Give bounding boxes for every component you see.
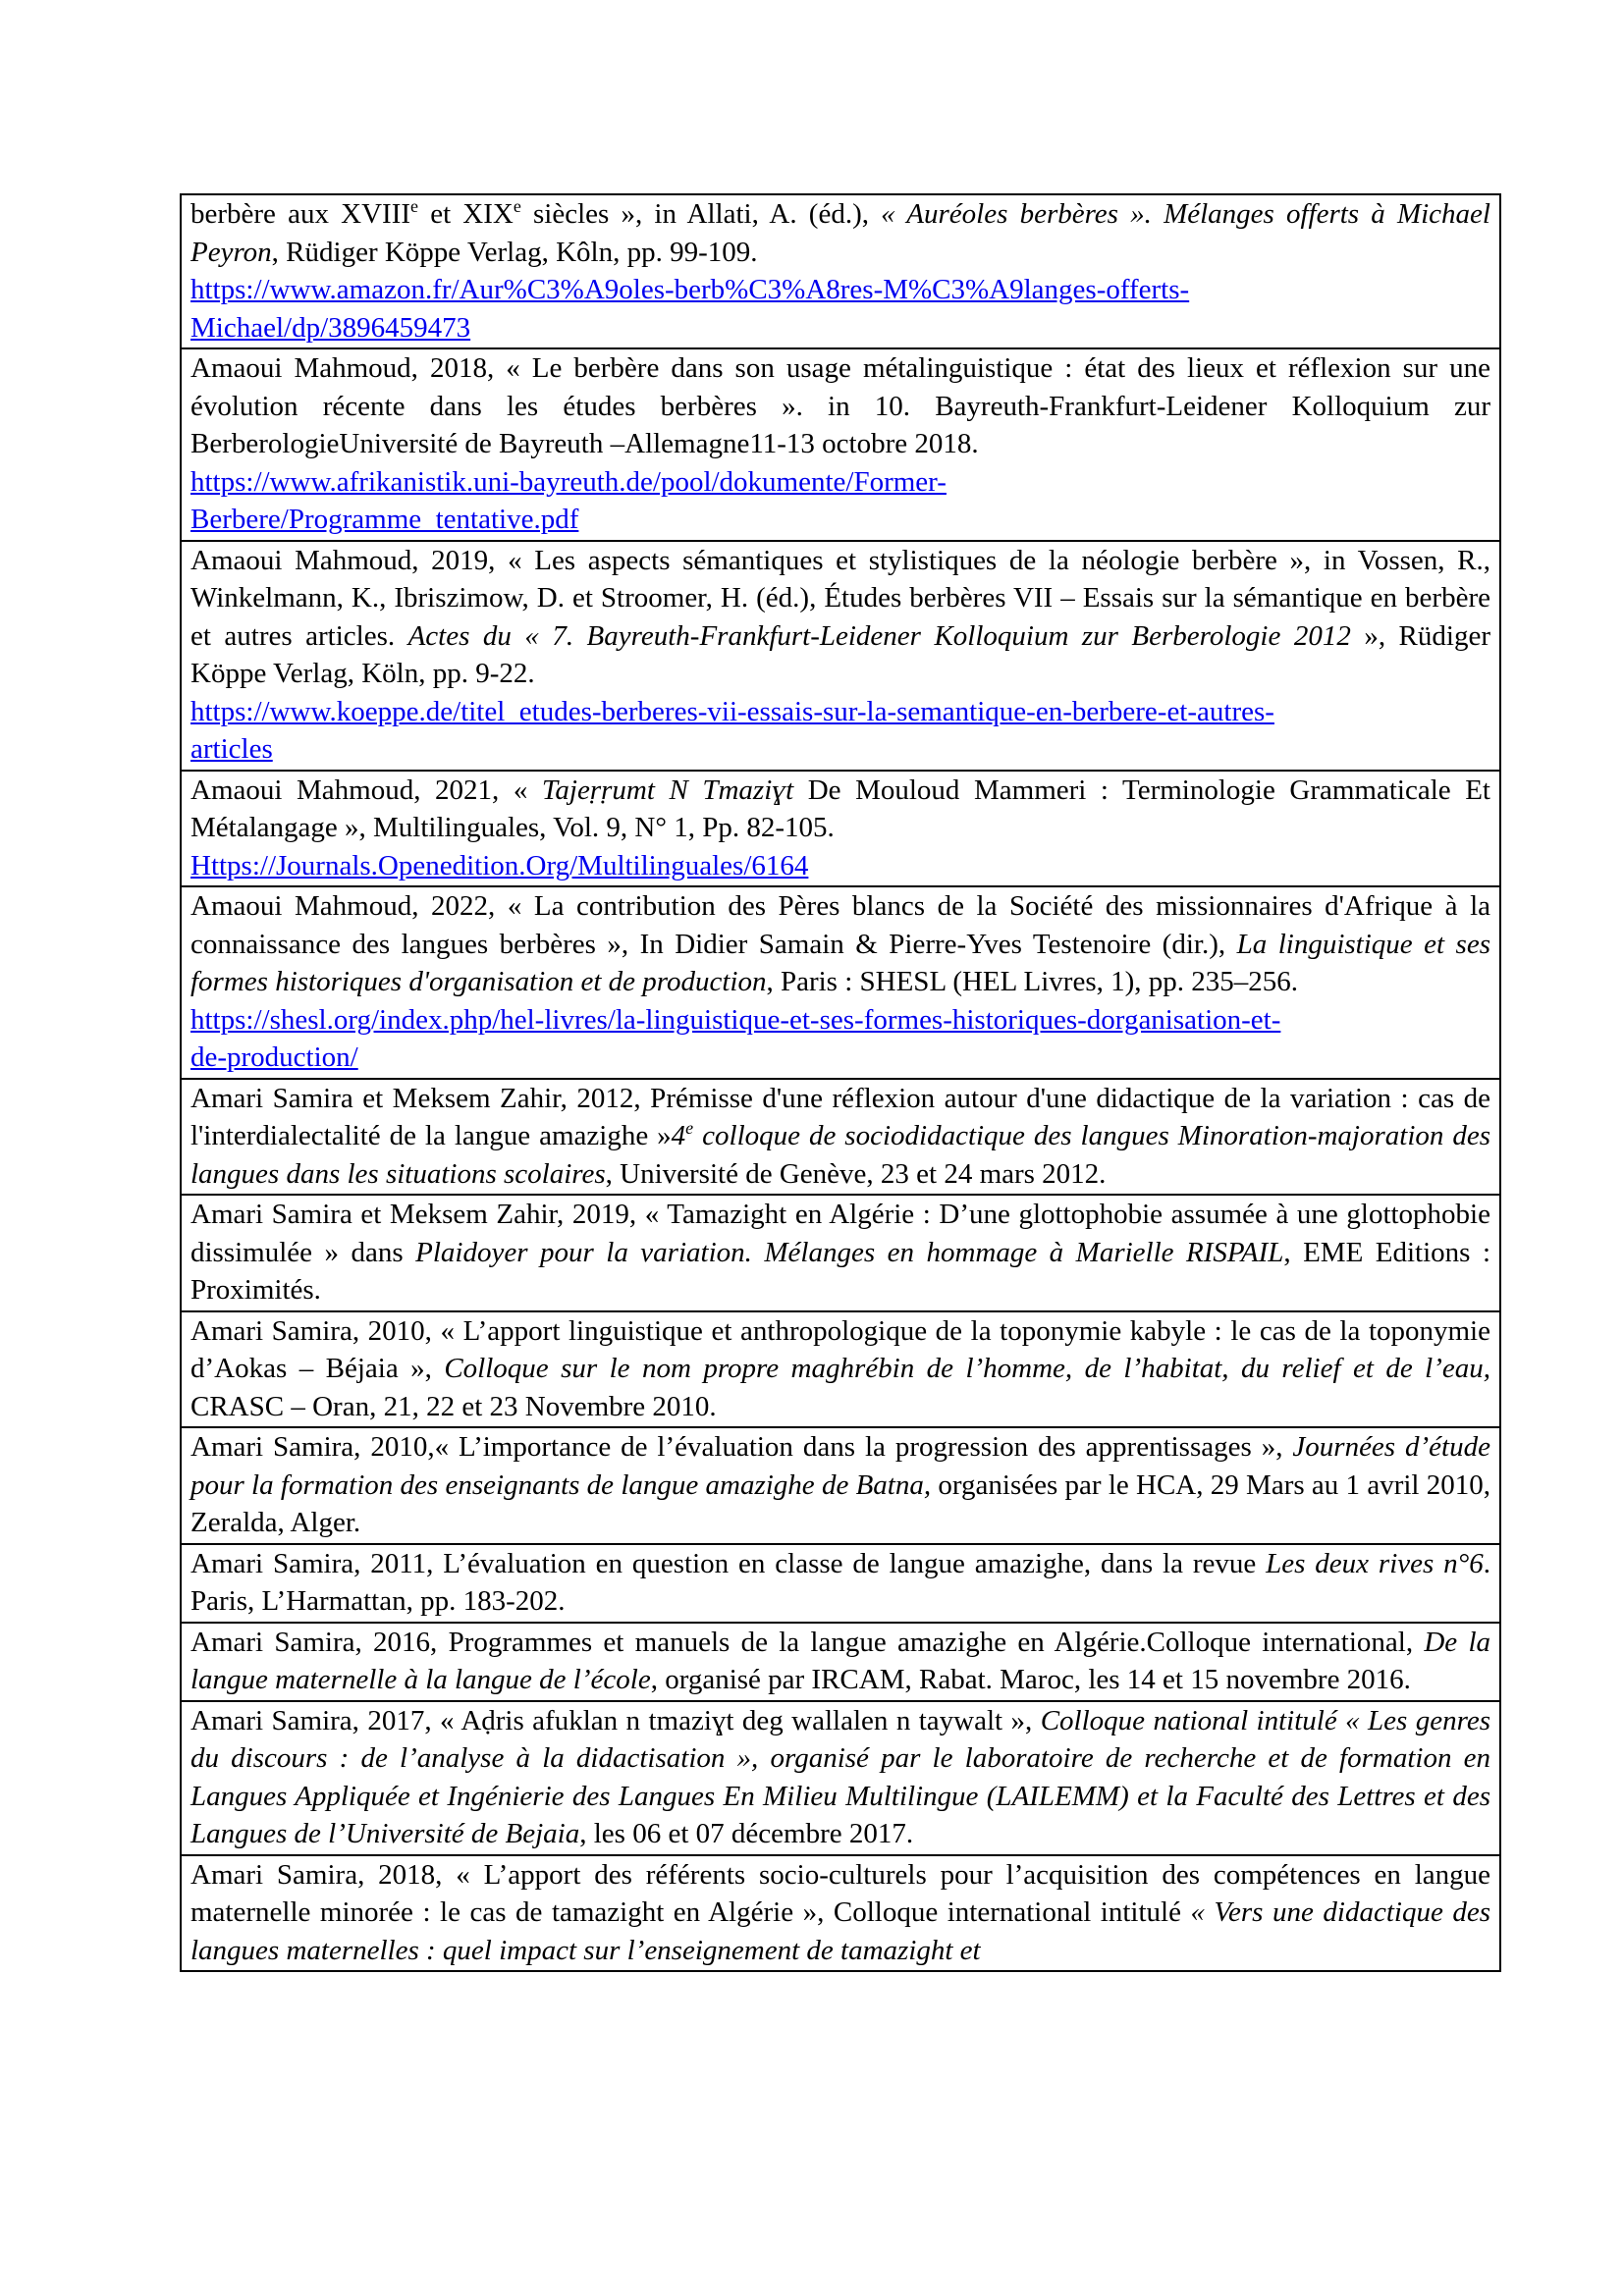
entry-text: Amaoui Mahmoud, 2019, « Les aspects sémantiques et stylistiques de la néologie berbère », in Vossen, R., Winkelmann, K., Ibriszimow, D. et Stroomer, H. (éd.), Études berbères VII – Essais sur la sémantique en berbère et autres articles.: [190, 544, 1490, 652]
bibliography-entry-amaoui-2019: [181, 541, 1500, 771]
entry-text: . Paris, L’Harmattan, pp. 183-202.: [190, 1547, 1491, 1617]
bibliography-entry-amari-2016: [181, 1623, 1500, 1701]
bibliography-entry-amari-2010b: [181, 1427, 1500, 1544]
bibliography-entry-amaoui-2021: [181, 771, 1500, 887]
italic-title: La linguistique et ses formes historiques d'organisation et de production: [190, 928, 1490, 997]
bibliography-row: [181, 541, 1500, 771]
entry-text: Amari Samira et Meksem Zahir, 2012, Prémisse d'une réflexion autour d'une didactique de la variation : cas de l'interdialectalité de la langue amazighe »: [190, 1082, 1490, 1151]
entry-text: Amaoui Mahmoud, 2022, « La contribution des Pères blancs de la Société des missionnaires d'Afrique à la connaissance des langues berbères », In Didier Samain & Pierre-Yves Testenoire (dir.),: [190, 890, 1490, 960]
bibliography-row: [181, 1855, 1500, 1972]
reference-link[interactable]: https://shesl.org/index.php/hel-livres/la-linguistique-et-ses-formes-historiques-dorganisation-et-: [190, 1003, 1281, 1036]
bibliography-row: [181, 1544, 1500, 1623]
entry-text: Amari Samira, 2011, L’évaluation en question en classe de langue amazighe, dans la revue: [190, 1547, 1267, 1579]
italic-title: colloque de sociodidactique des langues Minoration-majoration des langues dans les situations scolaires: [190, 1120, 1491, 1190]
bibliography-entry-peyron: [181, 194, 1500, 348]
entry-text: Amari Samira et Meksem Zahir, 2019, « Tamazight en Algérie : D’une glottophobie assumée à une glottophobie dissimulée » dans: [190, 1199, 1490, 1268]
bibliography-row: [181, 194, 1500, 348]
italic-title: Les deux rives n°6: [1266, 1547, 1484, 1579]
entry-text: siècles », in Allati, A. (éd.),: [520, 198, 882, 230]
reference-link[interactable]: Berbere/Programme_tentative.pdf: [190, 504, 579, 535]
entry-text: , Paris : SHESL (HEL Livres, 1), pp. 235–256.: [766, 966, 1299, 997]
entry-text: , les 06 et 07 décembre 2017.: [579, 1818, 914, 1849]
bibliography-entry-amaoui-2018: [181, 348, 1500, 541]
bibliography-entry-amari-meksem-2019: [181, 1195, 1500, 1311]
italic-title: Actes du « 7. Bayreuth-Frankfurt-Leidener Kolloquium zur Berberologie 2012: [407, 619, 1351, 652]
entry-text: et XIX: [418, 198, 514, 230]
entry-text: Amaoui Mahmoud, 2021, «: [190, 774, 542, 806]
italic-title: 4: [671, 1120, 686, 1151]
italic-title: Colloque national intitulé « Les genres du discours : de l’analyse à la didactisation », organisé par le laboratoire de recherche et de formation en Langues Appliquée et Ingénierie des Langues En Milieu Multilingue (LAILEMM) et la Faculté des Lettres et des Langues de l’Université de Bejaia: [190, 1704, 1490, 1849]
reference-link[interactable]: de-production/: [190, 1041, 358, 1073]
entry-text: , Université de Genève, 23 et 24 mars 2012.: [605, 1157, 1107, 1190]
italic-title: « Auréoles berbères ». Mélanges offerts à Michael Peyron: [190, 198, 1490, 268]
entry-text: , Rüdiger Köppe Verlag, Kôln, pp. 99-109.: [271, 236, 758, 268]
entry-text: Amari Samira, 2010,« L’importance de l’évaluation dans la progression des apprentissages »,: [190, 1431, 1293, 1463]
bibliography-row: [181, 886, 1500, 1079]
bibliography-row: [181, 771, 1500, 887]
bibliography-entry-amari-2018: [181, 1855, 1500, 1972]
entry-text: De Mouloud Mammeri : Terminologie Grammaticale Et Métalangage », Multilinguales, Vol. 9, N° 1, Pp. 82-105.: [190, 774, 1490, 843]
reference-link[interactable]: https://www.afrikanistik.uni-bayreuth.de/pool/dokumente/Former-: [190, 465, 947, 498]
italic-title: « Vers une didactique des langues maternelles : quel impact sur l’enseignement de tamazight et: [190, 1896, 1490, 1966]
entry-text: Amari Samira, 2018, « L’apport des référents socio-culturels pour l’acquisition des compétences en langue maternelle minorée : le cas de tamazight en Algérie », Colloque international intitulé: [190, 1858, 1490, 1928]
bibliography-entry-amari-2011: [181, 1544, 1500, 1623]
bibliography-row: [181, 348, 1500, 541]
reference-link[interactable]: https://www.amazon.fr/Aur%C3%A9oles-berb%C3%A8res-M%C3%A9langes-offerts-: [190, 274, 1190, 305]
entry-text: Amaoui Mahmoud, 2018, « Le berbère dans son usage métalinguistique : état des lieux et réflexion sur une évolution récente dans les études berbères ». in 10. Bayreuth-Frankfurt-Leidener Kolloquium zur BerberologieUniversité de Bayreuth –Allemagne11-13 octobre 2018.: [190, 352, 1490, 459]
entry-text: Amari Samira, 2010, « L’apport linguistique et anthropologique de la toponymie kabyle : le cas de la toponymie d’Aokas – Béjaia »,: [190, 1314, 1490, 1384]
entry-text: , organisé par IRCAM, Rabat. Maroc, les 14 et 15 novembre 2016.: [650, 1664, 1411, 1695]
bibliography-entry-amari-meksem-2012: [181, 1079, 1500, 1196]
bibliography-table: [180, 193, 1501, 1972]
bibliography-row: [181, 1701, 1500, 1855]
entry-text: , EME Editions : Proximités.: [190, 1236, 1490, 1306]
bibliography-row: [181, 1623, 1500, 1701]
reference-link[interactable]: Michael/dp/3896459473: [190, 311, 471, 344]
italic-title: Journées d’étude pour la formation des enseignants de langue amazighe de Batna,: [190, 1431, 1490, 1501]
bibliography-row: [181, 1079, 1500, 1196]
bibliography-entry-amari-2010a: [181, 1311, 1500, 1428]
bibliography-row: [181, 1311, 1500, 1428]
entry-text: Amari Samira, 2016, Programmes et manuels de la langue amazighe en Algérie.Colloque international,: [190, 1626, 1425, 1658]
entry-text: », Rüdiger Köppe Verlag, Köln, pp. 9-22.: [190, 619, 1490, 689]
italic-title: Colloque sur le nom propre maghrébin de l’homme, de l’habitat, du relief et de l’eau,: [444, 1353, 1490, 1384]
bibliography-row: [181, 1427, 1500, 1544]
entry-text: berbère aux XVIII: [190, 198, 411, 230]
bibliography-entry-amaoui-2022: [181, 886, 1500, 1079]
entry-text: CRASC – Oran, 21, 22 et 23 Novembre 2010.: [190, 1390, 717, 1422]
italic-title: Tajeṛṛumt N Tmaziɣt: [541, 774, 794, 806]
bibliography-row: [181, 1195, 1500, 1311]
bibliography-body: [181, 194, 1500, 1971]
entry-text: organisées par le HCA, 29 Mars au 1 avril 2010, Zeralda, Alger.: [190, 1468, 1490, 1538]
superscript-text: e: [685, 1118, 694, 1138]
italic-title: Plaidoyer pour la variation. Mélanges en hommage à Marielle RISPAIL: [415, 1236, 1284, 1268]
entry-text: Amari Samira, 2017, « Aḍris afuklan n tmaziɣt deg wallalen n taywalt »,: [190, 1704, 1041, 1736]
reference-link[interactable]: https://www.koeppe.de/titel_etudes-berberes-vii-essais-sur-la-semantique-en-berbere-et-autres-: [190, 695, 1274, 727]
superscript-text: e: [410, 196, 419, 216]
reference-link[interactable]: Https://Journals.Openedition.Org/Multilinguales/6164: [190, 849, 809, 881]
superscript-text: e: [513, 196, 521, 216]
reference-link[interactable]: articles: [190, 733, 273, 765]
bibliography-entry-amari-2017: [181, 1701, 1500, 1855]
italic-title: De la langue maternelle à la langue de l’école: [190, 1626, 1491, 1695]
